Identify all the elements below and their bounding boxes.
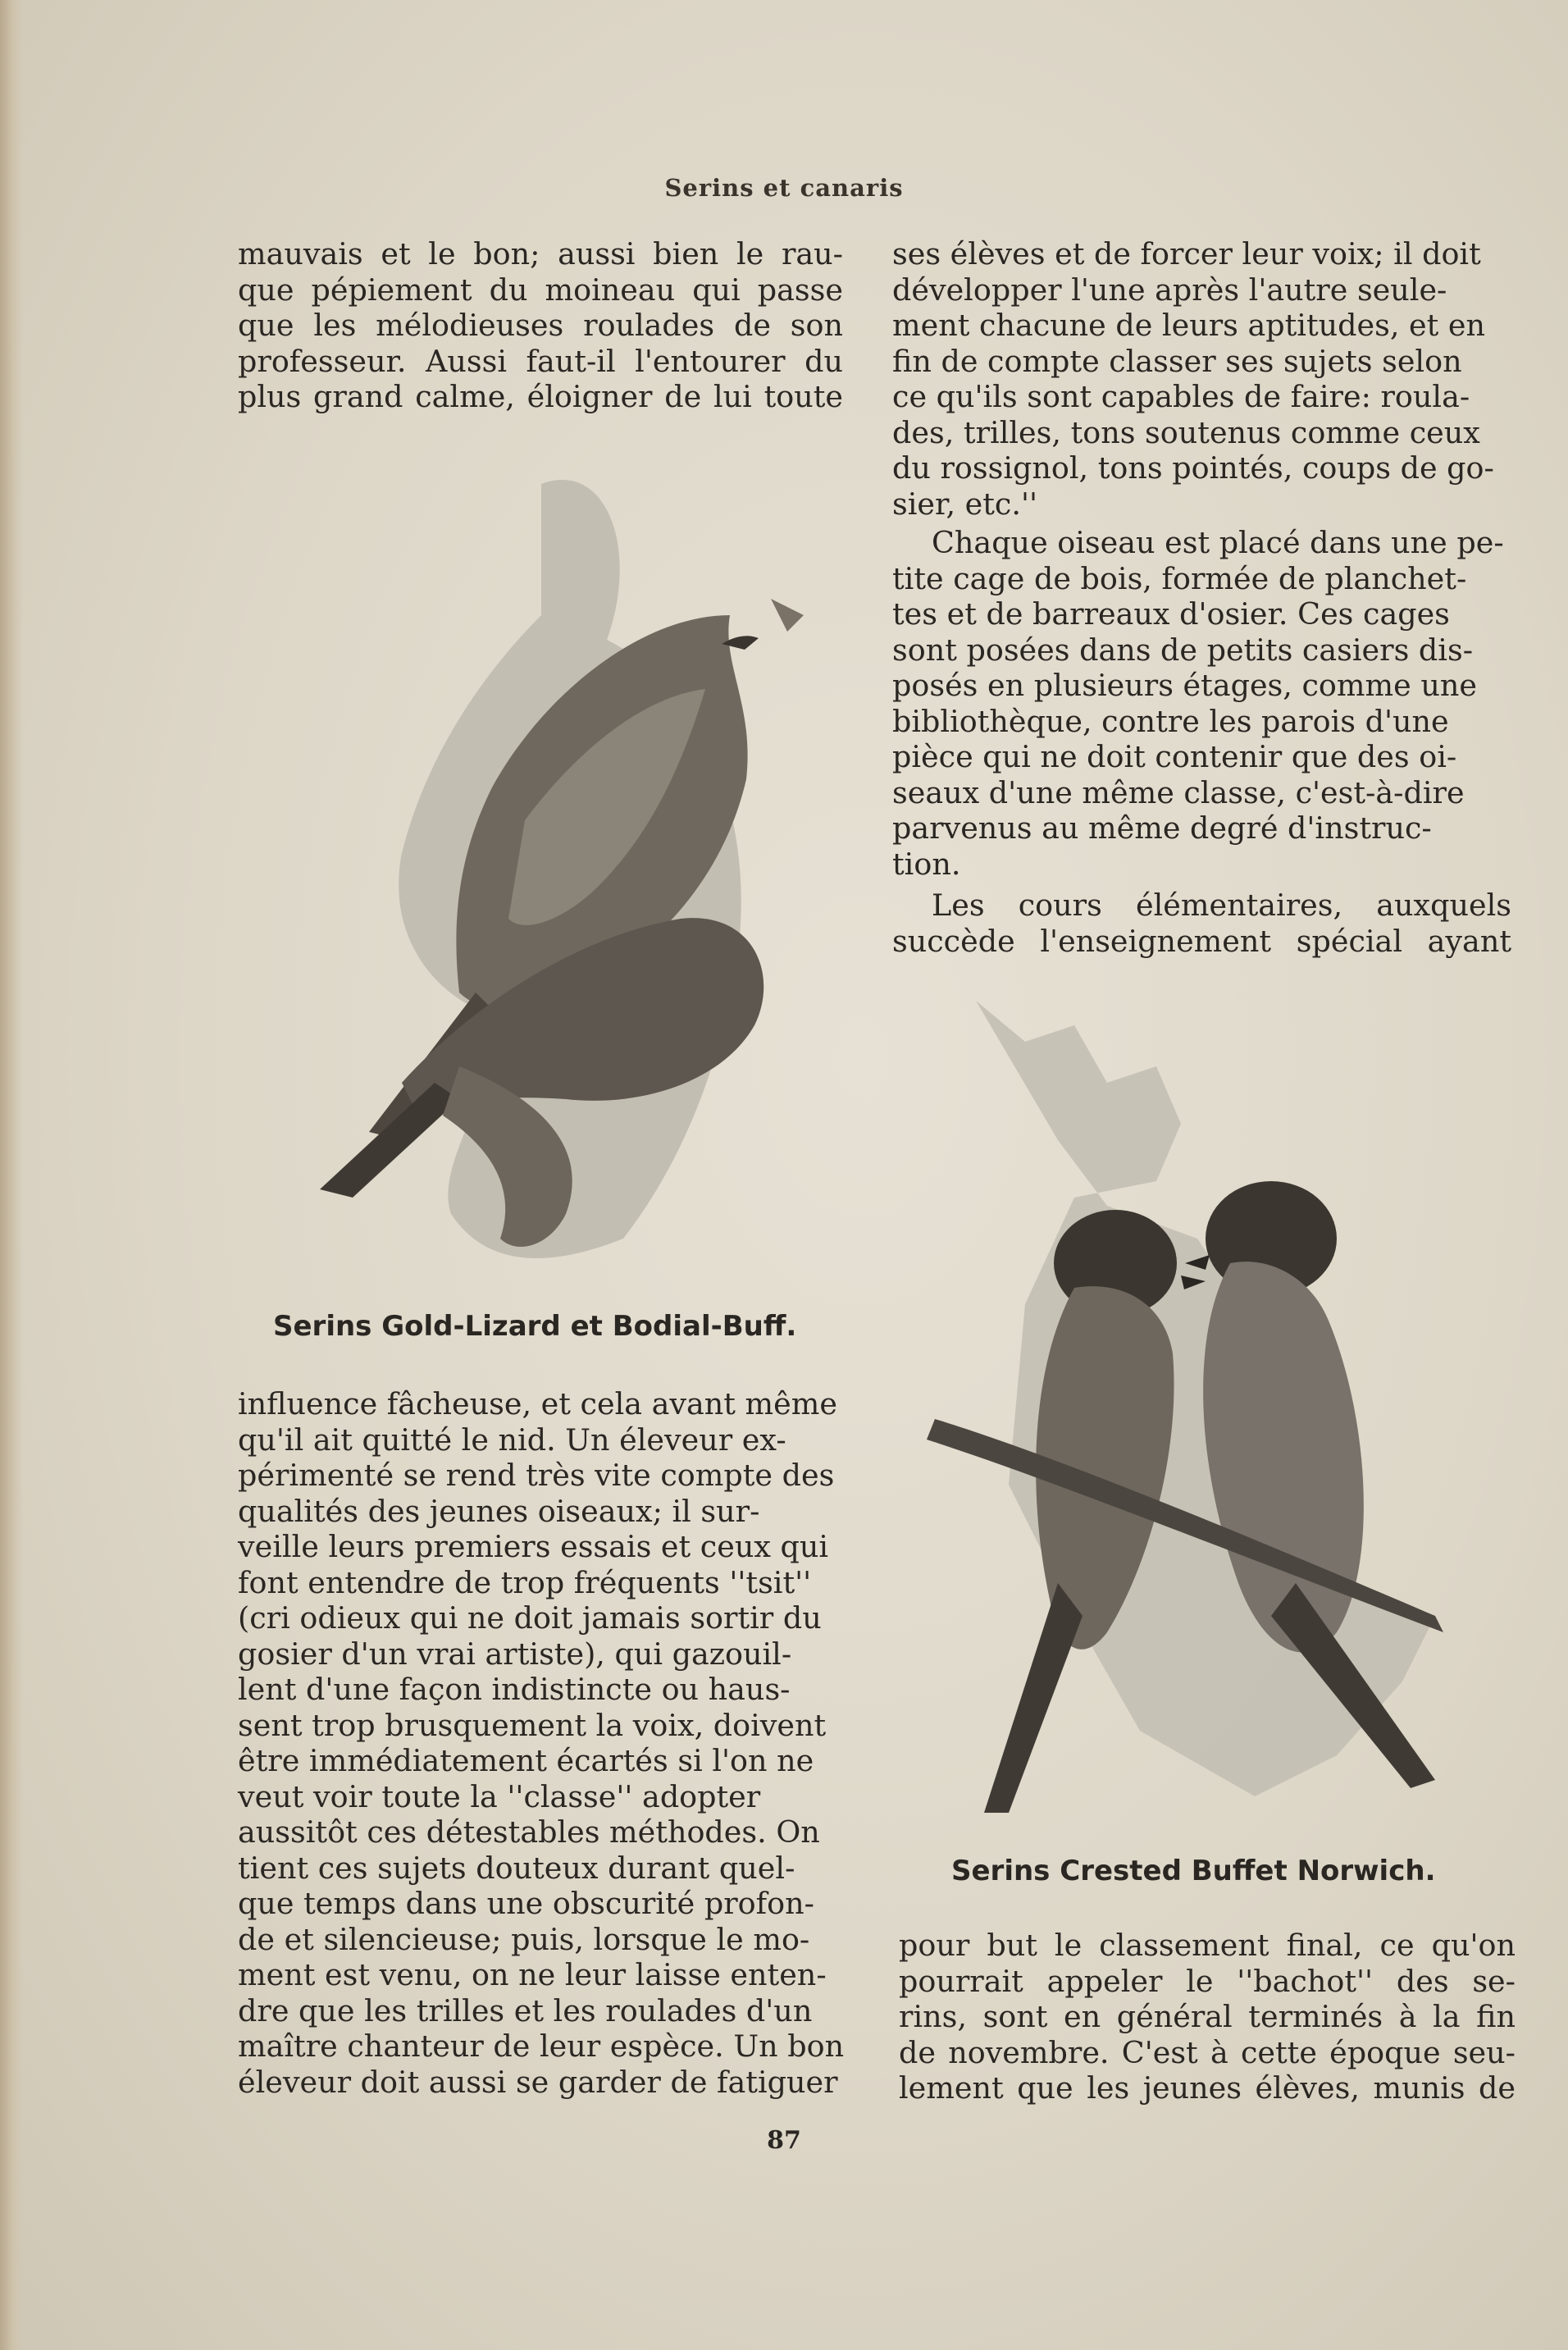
text-line: sent trop brusquement la voix, doivent	[238, 1707, 827, 1743]
text-line: font entendre de trop fréquents ''tsit''	[238, 1564, 812, 1600]
text-line: dre que les trilles et les roulades d'un	[238, 1992, 813, 2028]
canary-pair-illustration-left	[295, 427, 828, 1288]
text-line: parvenus au même degré d'instruc-	[892, 810, 1432, 846]
left-column-bottom-text	[238, 1386, 853, 2100]
right-column-paragraph-1	[892, 236, 1511, 522]
text-line: ses élèves et de forcer leur voix; il doit	[892, 236, 1481, 272]
text-line: ment chacune de leurs aptitudes, et en	[892, 308, 1486, 343]
text-line: seaux d'une même classe, c'est-à-dire	[892, 774, 1465, 810]
right-column-bottom-text	[899, 1928, 1516, 2106]
text-line: tes et de barreaux d'osier. Ces cages	[892, 596, 1450, 632]
text-line: que pépiement du moineau qui passe	[238, 272, 843, 308]
text-line: tient ces sujets douteux durant quel-	[238, 1850, 795, 1886]
text-line: du rossignol, tons pointés, coups de go-	[892, 450, 1494, 486]
text-line: de et silencieuse; puis, lorsque le mo-	[238, 1921, 810, 1957]
text-line: tite cage de bois, formée de planchet-	[892, 560, 1467, 596]
text-line: Chaque oiseau est placé dans une pe-	[932, 525, 1504, 560]
text-line: qualités des jeunes oiseaux; il sur-	[238, 1493, 760, 1529]
text-line: succède l'enseignement spécial ayant	[892, 923, 1511, 959]
text-line: périmenté se rend très vite compte des	[238, 1458, 835, 1493]
text-line: des, trilles, tons soutenus comme ceux	[892, 414, 1480, 450]
text-line: ment est venu, on ne leur laisse enten-	[238, 1957, 827, 1992]
text-line: de novembre. C'est à cette époque seu-	[899, 2034, 1516, 2070]
figure-caption-left: Serins Gold-Lizard et Bodial-Buff.	[273, 1310, 797, 1343]
text-line: fin de compte classer ses sujets selon	[892, 343, 1462, 379]
left-column-top-text	[238, 236, 843, 415]
text-line: veut voir toute la ''classe'' adopter	[238, 1778, 761, 1814]
text-line: développer l'une après l'autre seule-	[892, 272, 1447, 308]
text-line: posés en plusieurs étages, comme une	[892, 668, 1477, 703]
text-line: ce qu'ils sont capables de faire: roula-	[892, 379, 1470, 414]
canary-pair-illustration-right	[910, 992, 1517, 1813]
text-line: veille leurs premiers essais et ceux qui	[238, 1529, 829, 1564]
text-line: sont posées dans de petits casiers dis-	[892, 632, 1474, 668]
text-line: sier, etc.''	[892, 486, 1038, 522]
text-line: qu'il ait quitté le nid. Un éleveur ex-	[238, 1421, 786, 1458]
page-edge	[0, 0, 23, 2350]
text-line: aussitôt ces détestables méthodes. On	[238, 1814, 820, 1850]
text-line: rins, sont en général terminés à la fin	[899, 1999, 1516, 2034]
page-number: 87	[767, 2126, 801, 2155]
text-line: lement que les jeunes élèves, munis de	[899, 2070, 1516, 2106]
running-title: Serins et canaris	[664, 174, 904, 202]
text-line: lent d'une façon indistincte ou haus-	[238, 1672, 791, 1707]
right-column-paragraph-2	[892, 525, 1511, 882]
text-line: maître chanteur de leur espèce. Un bon	[238, 2028, 845, 2064]
text-line: que temps dans une obscurité profon-	[238, 1886, 814, 1921]
text-line: Les cours élémentaires, auxquels	[932, 888, 1511, 923]
figure-caption-right: Serins Crested Buffet Norwich.	[951, 1855, 1436, 1887]
text-line: tion.	[892, 846, 961, 882]
right-column-paragraph-3	[892, 888, 1511, 959]
text-line: que les mélodieuses roulades de son	[238, 308, 843, 343]
text-line: pourrait appeler le ''bachot'' des se-	[899, 1963, 1516, 1999]
text-line: pour but le classement final, ce qu'on	[899, 1928, 1516, 1963]
text-line: pièce qui ne doit contenir que des oi-	[892, 739, 1457, 774]
text-line: être immédiatement écartés si l'on ne	[238, 1743, 814, 1778]
text-line: plus grand calme, éloigner de lui toute	[238, 379, 843, 414]
text-line: gosier d'un vrai artiste), qui gazouil-	[238, 1636, 792, 1672]
text-line: influence fâcheuse, et cela avant même	[238, 1386, 837, 1421]
text-line: professeur. Aussi faut-il l'entourer du	[238, 343, 843, 379]
text-line: mauvais et le bon; aussi bien le rau-	[238, 236, 843, 272]
text-line: éleveur doit aussi se garder de fatiguer	[238, 2064, 838, 2100]
text-line: (cri odieux qui ne doit jamais sortir du	[238, 1600, 822, 1636]
text-line: bibliothèque, contre les parois d'une	[892, 703, 1449, 739]
